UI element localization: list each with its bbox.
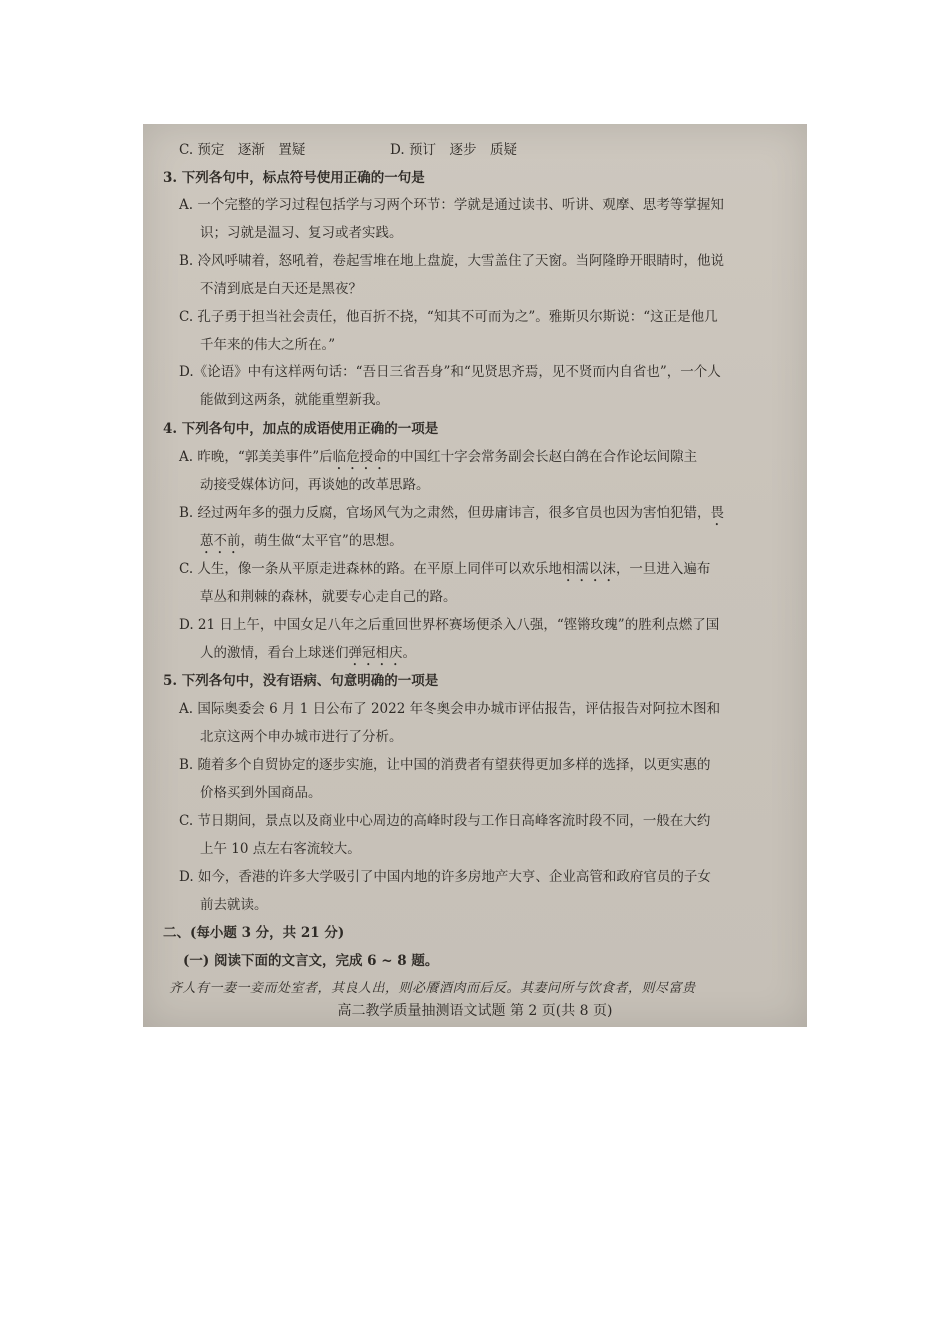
q5-option-b: B. 随着多个自贸协定的逐步实施，让中国的消费者有望获得更加多样的选择，以更实惠的 [179,757,711,773]
q4-option-d: D. 21 日上午，中国女足八年之后重回世界杯赛场便杀入八强，“铿锵玫瑰”的胜利点燃了国 [179,617,720,633]
q4-d-dotted-idiom: 弹冠相庆 [348,645,403,661]
scanned-exam-page [143,124,807,1027]
classical-passage-line: 齐人有一妻一妾而处室者，其良人出，则必餍酒肉而后反。其妻问所与饮食者，则尽富贵 [169,981,696,996]
q3-option-b: B. 冷风呼啸着，怒吼着，卷起雪堆在地上盘旋，大雪盖住了天窗。当阿隆睁开眼睛时，他说 [179,253,725,269]
q4-option-b-cont [200,529,403,557]
q4-option-d-cont [200,641,416,669]
q3-option-c: C. 孔子勇于担当社会责任，他百折不挠，“知其不可而为之”。雅斯贝尔斯说：“这正是他几 [179,309,718,325]
q4-option-c [179,557,710,585]
q2-options [179,138,517,158]
page-content [143,124,807,1027]
q4-option-a [179,445,697,473]
q3-option-c-cont: 千年来的伟大之所在。” [200,337,336,353]
q5-option-c: C. 节日期间，景点以及商业中心周边的高峰时段与工作日高峰客流时段不同，一般在大约 [179,813,711,829]
q5-option-d-cont: 前去就读。 [200,897,268,913]
q3-stem: 3. 下列各句中，标点符号使用正确的一句是 [163,170,425,186]
q4-c-pre: C. 人生，像一条从平原走进森林的路。在平原上同伴可以欢乐地 [179,561,562,577]
q3-option-a: A. 一个完整的学习过程包括学与习两个环节：学就是通过读书、听讲、观摩、思考等掌握知 [179,197,724,213]
q5-option-d: D. 如今，香港的许多大学吸引了中国内地的许多房地产大亨、企业高管和政府官员的子女 [179,869,711,885]
q5-stem: 5. 下列各句中，没有语病、句意明确的一项是 [163,673,439,689]
q4-stem: 4. 下列各句中，加点的成语使用正确的一项是 [163,421,439,437]
q3-option-d-cont: 能做到这两条，就能重塑新我。 [200,392,389,408]
q5-option-c-cont: 上午 10 点左右客流较大。 [200,841,361,857]
q3-option-a-cont: 识；习就是温习、复习或者实践。 [200,225,403,241]
q4-b-dotted-idiom-start: 畏 [710,505,725,521]
q4-d-post: 。 [402,645,416,661]
q5-option-a: A. 国际奥委会 6 月 1 日公布了 2022 年冬奥会申办城市评估报告，评估报告对阿拉木图和 [179,701,721,717]
q4-c-dotted-idiom: 相濡以沫 [561,561,616,577]
q4-a-dotted-idiom: 临危授命 [332,449,387,465]
q4-a-post: 的中国红十字会常务副会长赵白鸽在合作论坛间隙主 [386,449,698,465]
q2-option-d: D. 预订 逐步 质疑 [390,142,517,158]
q4-option-a-cont: 动接受媒体访问，再谈她的改革思路。 [200,477,430,493]
q2-option-c: C. 预定 逐渐 置疑 [179,142,306,158]
section2-subheading: (一) 阅读下面的文言文，完成 6 ~ 8 题。 [183,953,439,969]
q5-option-a-cont: 北京这两个申办城市进行了分析。 [200,729,403,745]
q4-b-dotted-idiom-end: 葸不前 [200,533,241,549]
page-footer: 高二教学质量抽测语文试题 第 2 页(共 8 页) [337,1003,613,1019]
q3-option-b-cont: 不清到底是白天还是黑夜？ [200,281,362,297]
q4-option-c-cont: 草丛和荆棘的森林，就要专心走自己的路。 [200,589,457,605]
q4-b-pre: B. 经过两年多的强力反腐，官场风气为之肃然，但毋庸讳言，很多官员也因为害怕犯错， [179,505,711,521]
q4-c-post: ，一旦进入遍布 [615,561,711,577]
q4-b-post: ，萌生做“太平官”的思想。 [240,533,403,549]
q4-a-pre: A. 昨晚，“郭美美事件”后 [179,449,333,465]
q4-d-pre: 人的激情，看台上球迷们 [200,645,349,661]
q3-option-d: D.《论语》中有这样两句话：“吾日三省吾身”和“见贤思齐焉，见不贤而内自省也”，一个人 [179,364,721,380]
section2-heading: 二、(每小题 3 分，共 21 分) [163,925,345,941]
q5-option-b-cont: 价格买到外国商品。 [200,785,322,801]
q4-option-b [179,501,724,529]
